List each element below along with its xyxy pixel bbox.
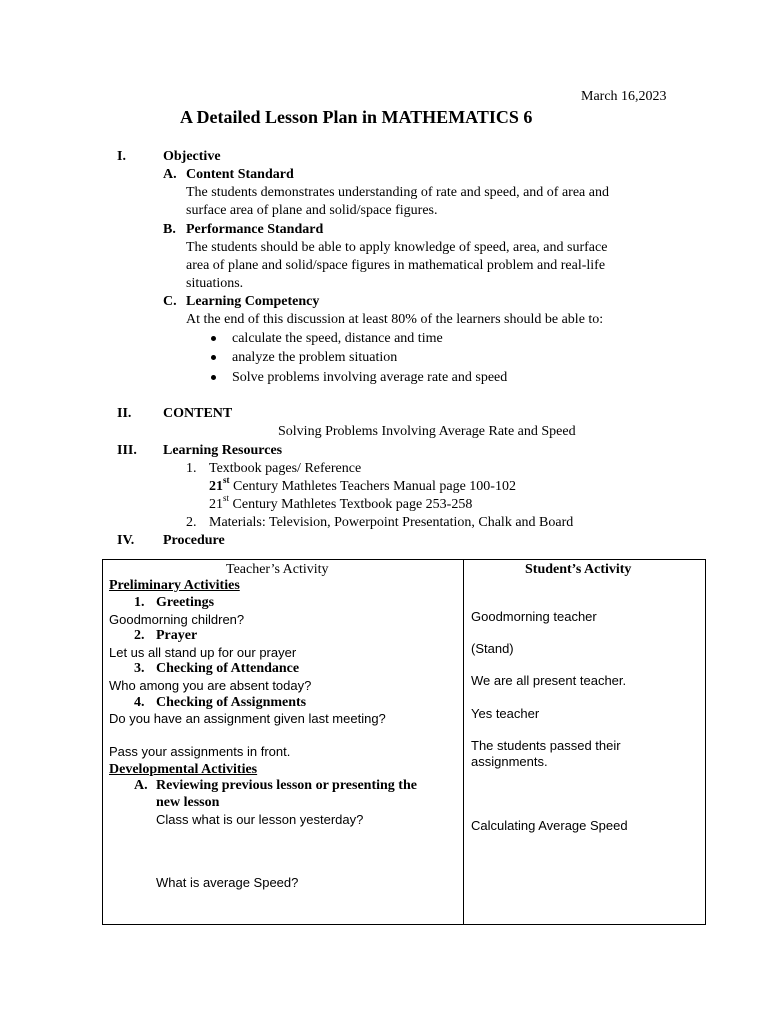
subsection-heading-learning-competency: Learning Competency <box>186 294 320 309</box>
paragraph-line: area of plane and solid/space figures in mathematical problem and real-life <box>186 258 606 273</box>
paragraph-line: At the end of this discussion at least 80% of the learners should be able to: <box>186 312 604 327</box>
activity-heading-attendance: Checking of Attendance <box>156 661 300 676</box>
teacher-line: Goodmorning children? <box>109 612 245 627</box>
student-line: Goodmorning teacher <box>471 609 597 624</box>
reference-number: 21 <box>209 497 223 512</box>
section-heading-learning-resources: Learning Resources <box>163 443 283 458</box>
paragraph-line: surface area of plane and solid/space figures. <box>186 203 438 218</box>
student-line: assignments. <box>471 754 548 769</box>
list-number: 3. <box>134 661 145 676</box>
subsection-letter: A. <box>163 167 177 182</box>
reference-line <box>209 475 516 496</box>
list-letter: A. <box>134 778 148 793</box>
activity-heading-greetings: Greetings <box>156 595 215 610</box>
section-number: I. <box>117 149 126 164</box>
section-number: IV. <box>117 533 135 548</box>
section-number: II. <box>117 406 132 421</box>
activity-heading-review: Reviewing previous lesson or presenting the <box>156 778 417 793</box>
paragraph-line: The students demonstrates understanding of rate and speed, and of area and <box>186 185 609 200</box>
subsection-letter: C. <box>163 294 177 309</box>
teacher-line: Do you have an assignment given last meeting? <box>109 711 386 726</box>
list-item: Materials: Television, Powerpoint Presentation, Chalk and Board <box>209 515 574 530</box>
list-number: 1. <box>186 461 197 476</box>
list-number: 1. <box>134 595 145 610</box>
topic: Solving Problems Involving Average Rate and Speed <box>278 424 576 439</box>
preliminary-activities-heading: Preliminary Activities <box>109 578 240 593</box>
list-number: 2. <box>186 515 197 530</box>
bullet-icon <box>211 375 216 380</box>
section-heading-content: CONTENT <box>163 406 233 421</box>
activity-heading-assignments: Checking of Assignments <box>156 695 307 710</box>
student-column-header: Student’s Activity <box>525 562 632 577</box>
paragraph-line: situations. <box>186 276 244 291</box>
bullet-icon <box>211 355 216 360</box>
reference-text: Century Mathletes Textbook page 253-258 <box>229 497 473 512</box>
list-item: calculate the speed, distance and time <box>232 331 443 346</box>
teacher-line: What is average Speed? <box>156 875 299 890</box>
activity-heading-review-cont: new lesson <box>156 795 220 810</box>
subsection-letter: B. <box>163 222 176 237</box>
table-divider <box>463 559 464 925</box>
teacher-column-header: Teacher’s Activity <box>226 562 329 577</box>
student-line: Yes teacher <box>471 706 540 721</box>
list-item: Textbook pages/ Reference <box>209 461 362 476</box>
activity-heading-prayer: Prayer <box>156 628 198 643</box>
subsection-heading-content-standard: Content Standard <box>186 167 294 182</box>
bullet-icon <box>211 336 216 341</box>
teacher-line: Pass your assignments in front. <box>109 744 291 759</box>
list-item: analyze the problem situation <box>232 350 398 365</box>
reference-suffix: st <box>223 493 230 504</box>
teacher-line: Who among you are absent today? <box>109 678 312 693</box>
student-line: We are all present teacher. <box>471 673 627 688</box>
page-title: A Detailed Lesson Plan in MATHEMATICS 6 <box>180 107 533 127</box>
student-line: The students passed their <box>471 738 621 753</box>
section-heading-procedure: Procedure <box>163 533 225 548</box>
reference-number: 21 <box>209 479 223 494</box>
teacher-line: Let us all stand up for our prayer <box>109 645 297 660</box>
reference-suffix: st <box>223 475 230 486</box>
subsection-heading-performance-standard: Performance Standard <box>186 222 324 237</box>
list-number: 4. <box>134 695 145 710</box>
reference-line <box>209 493 473 514</box>
date: March 16,2023 <box>581 89 667 104</box>
student-line: (Stand) <box>471 641 514 656</box>
section-number: III. <box>117 443 137 458</box>
teacher-line: Class what is our lesson yesterday? <box>156 812 364 827</box>
paragraph-line: The students should be able to apply knowledge of speed, area, and surface <box>186 240 608 255</box>
developmental-activities-heading: Developmental Activities <box>109 762 258 777</box>
list-item: Solve problems involving average rate and speed <box>232 370 508 385</box>
reference-text: Century Mathletes Teachers Manual page 100-102 <box>229 479 516 494</box>
student-line: Calculating Average Speed <box>471 818 628 833</box>
section-heading-objective: Objective <box>163 149 221 164</box>
list-number: 2. <box>134 628 145 643</box>
